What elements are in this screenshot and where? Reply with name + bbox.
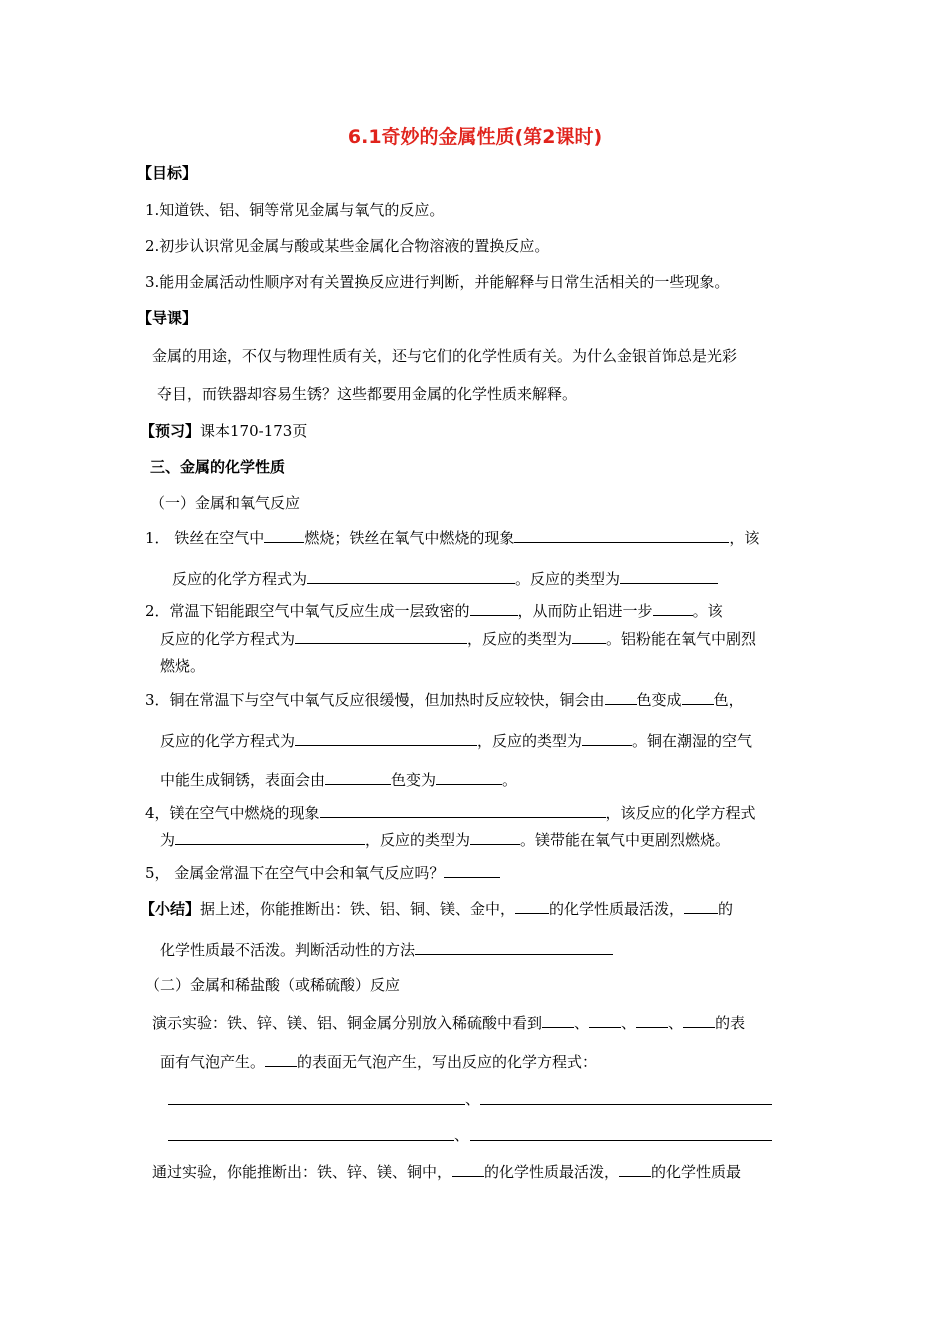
q4-text: 为 bbox=[160, 831, 176, 849]
answer-blank[interactable] bbox=[682, 690, 714, 705]
q1-text: 。反应的类型为 bbox=[515, 570, 621, 588]
answer-blank[interactable] bbox=[605, 690, 637, 705]
question-2-line bbox=[145, 601, 723, 621]
q1-text: 燃烧；铁丝在氧气中燃烧的现象 bbox=[304, 529, 515, 547]
question-1-line bbox=[172, 569, 718, 589]
answer-blank[interactable] bbox=[470, 830, 520, 845]
answer-blank[interactable] bbox=[589, 1013, 621, 1028]
demo-text: 面有气泡产生。 bbox=[160, 1053, 266, 1071]
demo-text: 的表 bbox=[715, 1014, 746, 1032]
q3-text: 反应的化学方程式为 bbox=[160, 732, 296, 750]
q3-text: 色变为 bbox=[391, 771, 437, 789]
demo-text: 演示实验：铁、锌、镁、铝、铜金属分别放入稀硫酸中看到 bbox=[152, 1014, 543, 1032]
answer-blank[interactable] bbox=[325, 770, 391, 785]
preview-heading: 【预习】 bbox=[140, 422, 201, 440]
equation-blank[interactable] bbox=[168, 1140, 454, 1141]
question-4-line bbox=[145, 803, 756, 823]
answer-blank[interactable] bbox=[295, 731, 477, 746]
answer-blank[interactable] bbox=[515, 899, 549, 914]
answer-blank[interactable] bbox=[265, 1052, 297, 1067]
summary-line bbox=[140, 899, 733, 919]
q5-text: 5， 金属金常温下在空气中会和氧气反应吗？ bbox=[145, 864, 445, 882]
summary-line bbox=[160, 940, 613, 960]
summary-text: 的化学性质最活泼， bbox=[549, 900, 685, 918]
q1-text: 反应的化学方程式为 bbox=[172, 570, 308, 588]
q3-text: ，反应的类型为 bbox=[477, 732, 583, 750]
summary-text: 据上述，你能推断出：铁、铝、铜、镁、金中， bbox=[200, 900, 516, 918]
q2-text: ，反应的类型为 bbox=[467, 630, 573, 648]
preview-line bbox=[140, 421, 307, 441]
answer-blank[interactable] bbox=[415, 940, 613, 955]
intro-heading: 【导课】 bbox=[137, 309, 198, 327]
question-5-line bbox=[145, 863, 500, 883]
goal-item: 2.初步认识常见金属与酸或某些金属化合物溶液的置换反应。 bbox=[145, 237, 550, 255]
preview-text: 课本170-173页 bbox=[200, 422, 308, 440]
goal-item: 1.知道铁、铝、铜等常见金属与氧气的反应。 bbox=[145, 201, 445, 219]
separator: 、 bbox=[465, 1090, 481, 1108]
answer-blank[interactable] bbox=[582, 731, 632, 746]
answer-blank[interactable] bbox=[683, 1013, 715, 1028]
question-2-line: 燃烧。 bbox=[160, 657, 206, 675]
demo-text: 、 bbox=[668, 1014, 684, 1032]
equation-blank[interactable] bbox=[168, 1104, 465, 1105]
answer-blank[interactable] bbox=[307, 569, 515, 584]
answer-blank[interactable] bbox=[264, 528, 304, 543]
q3-text: 色变成 bbox=[636, 691, 682, 709]
conclusion-text: 通过实验，你能推断出：铁、锌、镁、铜中， bbox=[152, 1163, 453, 1181]
page-title: 6.1奇妙的金属性质(第2课时) bbox=[347, 126, 603, 148]
q2-text: 2．常温下铝能跟空气中氧气反应生成一层致密的 bbox=[145, 602, 470, 620]
q4-text: 4，镁在空气中燃烧的现象 bbox=[145, 804, 320, 822]
summary-heading: 【小结】 bbox=[140, 900, 201, 918]
goal-item: 3.能用金属活动性顺序对有关置换反应进行判断，并能解释与日常生活相关的一些现象。 bbox=[145, 273, 730, 291]
answer-blank[interactable] bbox=[684, 899, 718, 914]
question-3-line bbox=[160, 731, 752, 751]
conclusion-text: 的化学性质最活泼， bbox=[484, 1163, 620, 1181]
equation-blank[interactable] bbox=[480, 1104, 772, 1105]
intro-line: 夺目，而铁器却容易生锈？这些都要用金属的化学性质来解释。 bbox=[157, 385, 578, 403]
answer-blank[interactable] bbox=[444, 863, 500, 878]
q3-text: 。 bbox=[502, 771, 518, 789]
q1-text: ，该 bbox=[729, 529, 760, 547]
answer-blank[interactable] bbox=[514, 528, 729, 543]
q3-text: 。铜在潮湿的空气 bbox=[632, 732, 753, 750]
question-2-line bbox=[160, 629, 756, 649]
demo-text: 的表面无气泡产生，写出反应的化学方程式： bbox=[297, 1053, 598, 1071]
answer-blank[interactable] bbox=[572, 629, 606, 644]
separator: 、 bbox=[454, 1126, 470, 1144]
answer-blank[interactable] bbox=[436, 770, 502, 785]
q4-text: ，反应的类型为 bbox=[365, 831, 471, 849]
demo-text: 、 bbox=[574, 1014, 590, 1032]
answer-blank[interactable] bbox=[175, 830, 365, 845]
q2-text: 。铝粉能在氧气中剧烈 bbox=[606, 630, 757, 648]
demo-text: 、 bbox=[621, 1014, 637, 1032]
summary-text: 的 bbox=[718, 900, 734, 918]
q2-text: 。该 bbox=[692, 602, 723, 620]
q3-text: 色， bbox=[713, 691, 744, 709]
q2-text: ，从而防止铝进一步 bbox=[517, 602, 653, 620]
section-heading: 三、金属的化学性质 bbox=[150, 458, 286, 476]
q3-text: 3．铜在常温下与空气中氧气反应很缓慢，但加热时反应较快，铜会由 bbox=[145, 691, 605, 709]
answer-blank[interactable] bbox=[620, 569, 718, 584]
question-4-line bbox=[160, 830, 730, 850]
answer-blank[interactable] bbox=[452, 1162, 484, 1177]
q1-text: 1． 铁丝在空气中 bbox=[145, 529, 265, 547]
intro-line: 金属的用途，不仅与物理性质有关，还与它们的化学性质有关。为什么金银首饰总是光彩 bbox=[152, 347, 738, 365]
demo-line bbox=[160, 1052, 597, 1072]
equation-blank[interactable] bbox=[470, 1140, 772, 1141]
answer-blank[interactable] bbox=[636, 1013, 668, 1028]
answer-blank[interactable] bbox=[542, 1013, 574, 1028]
q2-text: 反应的化学方程式为 bbox=[160, 630, 296, 648]
goals-heading: 【目标】 bbox=[137, 164, 198, 182]
answer-blank[interactable] bbox=[320, 803, 606, 818]
summary-text: 化学性质最不活泼。判断活动性的方法 bbox=[160, 941, 416, 959]
question-3-line bbox=[145, 690, 744, 710]
q3-text: 中能生成铜锈，表面会由 bbox=[160, 771, 326, 789]
subsection-heading: （一）金属和氧气反应 bbox=[150, 494, 301, 512]
demo-line bbox=[152, 1013, 745, 1033]
conclusion-text: 的化学性质最 bbox=[651, 1163, 742, 1181]
answer-blank[interactable] bbox=[653, 601, 693, 616]
question-1-line bbox=[145, 528, 759, 548]
answer-blank[interactable] bbox=[619, 1162, 651, 1177]
q4-text: ，该反应的化学方程式 bbox=[605, 804, 756, 822]
answer-blank[interactable] bbox=[470, 601, 518, 616]
conclusion-line bbox=[152, 1162, 741, 1182]
subsection-heading: （二）金属和稀盐酸（或稀硫酸）反应 bbox=[145, 976, 401, 994]
question-3-line bbox=[160, 770, 517, 790]
answer-blank[interactable] bbox=[295, 629, 467, 644]
q4-text: 。镁带能在氧气中更剧烈燃烧。 bbox=[520, 831, 731, 849]
